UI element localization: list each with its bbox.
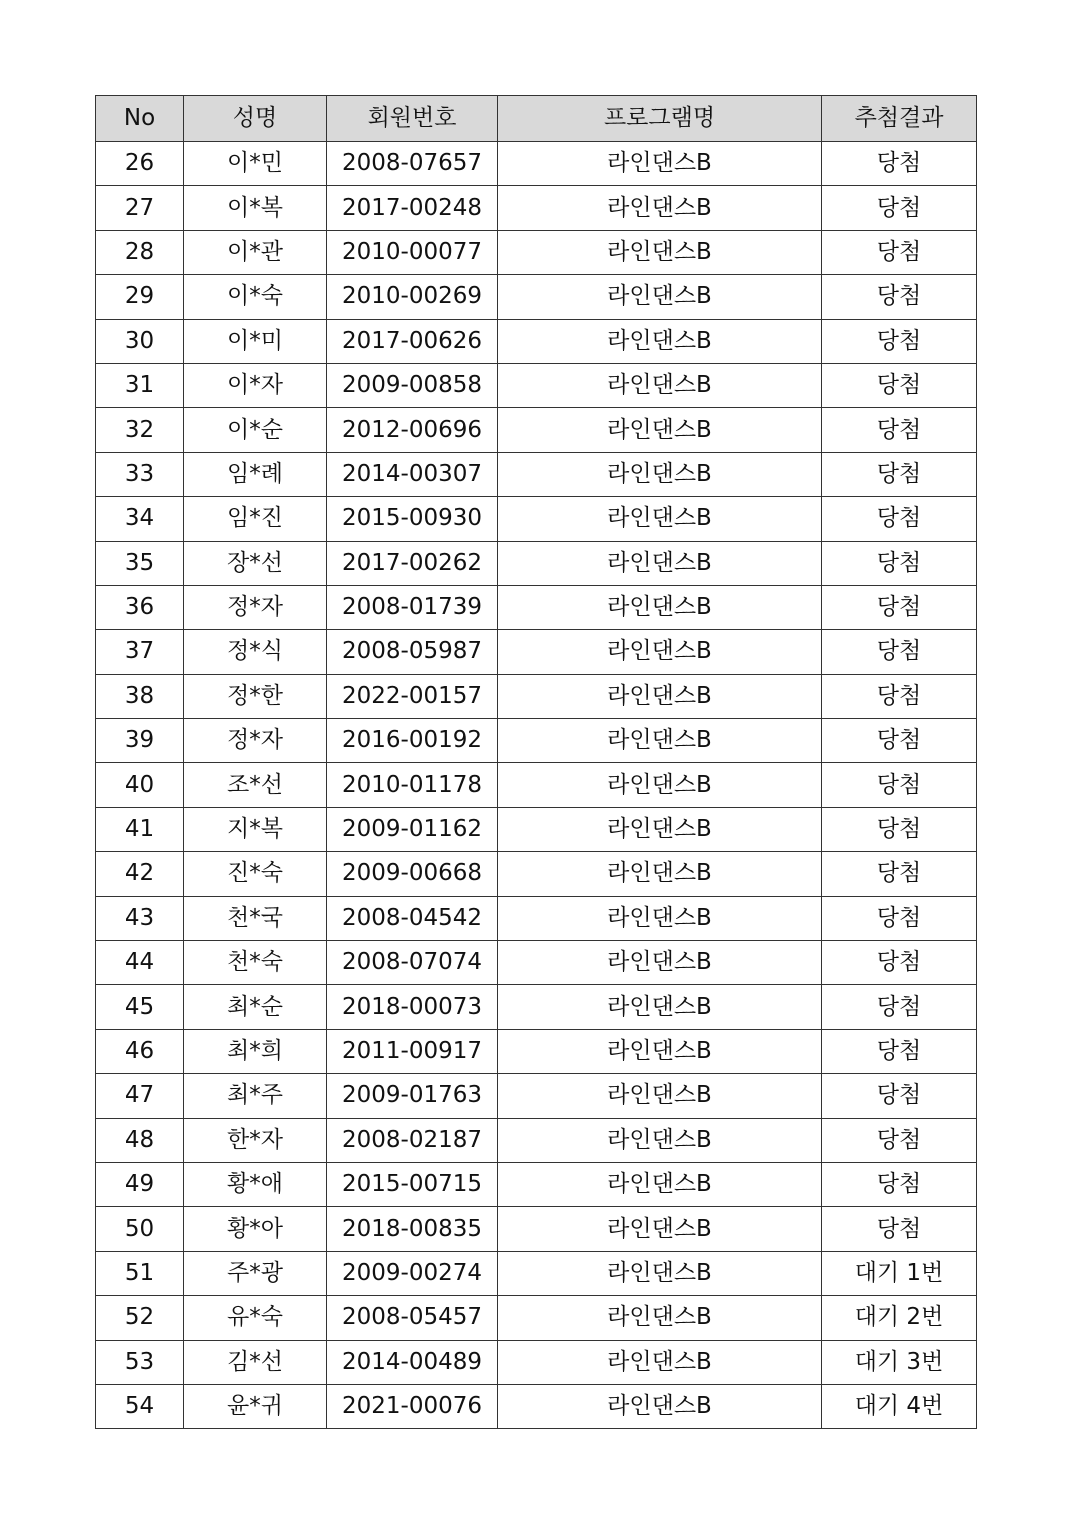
cell-result: 당첨: [822, 719, 977, 763]
cell-name: 정*식: [184, 630, 327, 674]
cell-no: 51: [96, 1251, 184, 1295]
cell-no: 33: [96, 452, 184, 496]
table-row: [96, 674, 977, 718]
table-row: [96, 1118, 977, 1162]
cell-result: 당첨: [822, 941, 977, 985]
cell-member-id: 2008-05457: [327, 1296, 498, 1340]
table-row: [96, 1207, 977, 1251]
table-row: [96, 763, 977, 807]
cell-name: 최*주: [184, 1074, 327, 1118]
cell-program: 라인댄스B: [498, 363, 822, 407]
cell-no: 42: [96, 852, 184, 896]
cell-result: 당첨: [822, 363, 977, 407]
cell-result: 대기 2번: [822, 1296, 977, 1340]
table-row: [96, 452, 977, 496]
cell-no: 54: [96, 1384, 184, 1428]
cell-program: 라인댄스B: [498, 541, 822, 585]
table-row: [96, 585, 977, 629]
cell-member-id: 2009-01162: [327, 807, 498, 851]
table-row: [96, 275, 977, 319]
cell-result: 당첨: [822, 230, 977, 274]
cell-name: 이*자: [184, 363, 327, 407]
header-result: 추첨결과: [822, 96, 977, 142]
cell-name: 장*선: [184, 541, 327, 585]
cell-program: 라인댄스B: [498, 1384, 822, 1428]
cell-no: 46: [96, 1029, 184, 1073]
cell-no: 27: [96, 186, 184, 230]
cell-member-id: 2009-01763: [327, 1074, 498, 1118]
cell-name: 이*관: [184, 230, 327, 274]
cell-name: 유*숙: [184, 1296, 327, 1340]
table-row: [96, 142, 977, 186]
cell-program: 라인댄스B: [498, 319, 822, 363]
cell-no: 49: [96, 1162, 184, 1206]
cell-no: 48: [96, 1118, 184, 1162]
cell-no: 43: [96, 896, 184, 940]
header-member-id: 회원번호: [327, 96, 498, 142]
cell-no: 52: [96, 1296, 184, 1340]
cell-name: 임*례: [184, 452, 327, 496]
cell-member-id: 2010-01178: [327, 763, 498, 807]
cell-no: 36: [96, 585, 184, 629]
cell-name: 최*순: [184, 985, 327, 1029]
cell-no: 37: [96, 630, 184, 674]
table-row: [96, 896, 977, 940]
cell-program: 라인댄스B: [498, 452, 822, 496]
cell-result: 당첨: [822, 630, 977, 674]
cell-program: 라인댄스B: [498, 585, 822, 629]
cell-name: 황*아: [184, 1207, 327, 1251]
cell-no: 53: [96, 1340, 184, 1384]
table-row: [96, 807, 977, 851]
cell-result: 당첨: [822, 541, 977, 585]
cell-name: 이*민: [184, 142, 327, 186]
cell-member-id: 2008-04542: [327, 896, 498, 940]
cell-name: 윤*귀: [184, 1384, 327, 1428]
cell-name: 정*자: [184, 585, 327, 629]
table-row: [96, 408, 977, 452]
cell-result: 당첨: [822, 1162, 977, 1206]
cell-result: 당첨: [822, 408, 977, 452]
table-row: [96, 941, 977, 985]
cell-result: 대기 3번: [822, 1340, 977, 1384]
cell-member-id: 2009-00668: [327, 852, 498, 896]
cell-result: 당첨: [822, 319, 977, 363]
cell-program: 라인댄스B: [498, 941, 822, 985]
cell-result: 당첨: [822, 1118, 977, 1162]
table-row: [96, 230, 977, 274]
cell-program: 라인댄스B: [498, 674, 822, 718]
cell-member-id: 2018-00835: [327, 1207, 498, 1251]
table-row: [96, 719, 977, 763]
cell-name: 천*국: [184, 896, 327, 940]
cell-program: 라인댄스B: [498, 1074, 822, 1118]
cell-name: 천*숙: [184, 941, 327, 985]
table-header: [96, 96, 977, 142]
cell-no: 35: [96, 541, 184, 585]
cell-name: 조*선: [184, 763, 327, 807]
cell-member-id: 2011-00917: [327, 1029, 498, 1073]
cell-program: 라인댄스B: [498, 408, 822, 452]
cell-name: 최*희: [184, 1029, 327, 1073]
cell-member-id: 2008-07074: [327, 941, 498, 985]
table-row: [96, 1296, 977, 1340]
cell-no: 47: [96, 1074, 184, 1118]
cell-program: 라인댄스B: [498, 985, 822, 1029]
cell-program: 라인댄스B: [498, 852, 822, 896]
header-program: 프로그램명: [498, 96, 822, 142]
table-row: [96, 1029, 977, 1073]
cell-program: 라인댄스B: [498, 630, 822, 674]
cell-program: 라인댄스B: [498, 1340, 822, 1384]
cell-program: 라인댄스B: [498, 142, 822, 186]
cell-program: 라인댄스B: [498, 497, 822, 541]
cell-name: 주*광: [184, 1251, 327, 1295]
cell-member-id: 2016-00192: [327, 719, 498, 763]
table-row: [96, 985, 977, 1029]
table-row: [96, 186, 977, 230]
cell-member-id: 2012-00696: [327, 408, 498, 452]
cell-no: 28: [96, 230, 184, 274]
cell-program: 라인댄스B: [498, 719, 822, 763]
cell-member-id: 2015-00930: [327, 497, 498, 541]
cell-program: 라인댄스B: [498, 763, 822, 807]
table-row: [96, 1384, 977, 1428]
cell-no: 26: [96, 142, 184, 186]
cell-result: 당첨: [822, 807, 977, 851]
cell-no: 40: [96, 763, 184, 807]
cell-member-id: 2008-07657: [327, 142, 498, 186]
cell-member-id: 2009-00274: [327, 1251, 498, 1295]
table-row: [96, 1251, 977, 1295]
cell-member-id: 2008-05987: [327, 630, 498, 674]
table-row: [96, 541, 977, 585]
cell-no: 34: [96, 497, 184, 541]
cell-name: 이*미: [184, 319, 327, 363]
table-row: [96, 852, 977, 896]
table-body: [96, 142, 977, 1429]
cell-member-id: 2010-00269: [327, 275, 498, 319]
cell-member-id: 2014-00489: [327, 1340, 498, 1384]
lottery-results-table: [95, 95, 977, 1429]
cell-result: 당첨: [822, 852, 977, 896]
cell-name: 이*복: [184, 186, 327, 230]
cell-program: 라인댄스B: [498, 1296, 822, 1340]
cell-name: 정*자: [184, 719, 327, 763]
cell-member-id: 2018-00073: [327, 985, 498, 1029]
cell-name: 임*진: [184, 497, 327, 541]
cell-member-id: 2017-00248: [327, 186, 498, 230]
cell-program: 라인댄스B: [498, 896, 822, 940]
cell-member-id: 2010-00077: [327, 230, 498, 274]
cell-program: 라인댄스B: [498, 1118, 822, 1162]
cell-name: 한*자: [184, 1118, 327, 1162]
header-name: 성명: [184, 96, 327, 142]
cell-name: 김*선: [184, 1340, 327, 1384]
cell-result: 당첨: [822, 674, 977, 718]
cell-program: 라인댄스B: [498, 1029, 822, 1073]
cell-no: 38: [96, 674, 184, 718]
cell-result: 당첨: [822, 1074, 977, 1118]
cell-no: 32: [96, 408, 184, 452]
cell-no: 39: [96, 719, 184, 763]
table-row: [96, 497, 977, 541]
cell-program: 라인댄스B: [498, 230, 822, 274]
cell-result: 당첨: [822, 142, 977, 186]
cell-result: 당첨: [822, 896, 977, 940]
cell-name: 이*순: [184, 408, 327, 452]
cell-no: 44: [96, 941, 184, 985]
cell-result: 당첨: [822, 1207, 977, 1251]
cell-result: 당첨: [822, 497, 977, 541]
cell-no: 31: [96, 363, 184, 407]
cell-member-id: 2021-00076: [327, 1384, 498, 1428]
cell-result: 대기 4번: [822, 1384, 977, 1428]
table-row: [96, 1162, 977, 1206]
table-row: [96, 319, 977, 363]
cell-name: 황*애: [184, 1162, 327, 1206]
cell-no: 50: [96, 1207, 184, 1251]
cell-member-id: 2008-01739: [327, 585, 498, 629]
cell-program: 라인댄스B: [498, 1162, 822, 1206]
table-row: [96, 363, 977, 407]
cell-program: 라인댄스B: [498, 275, 822, 319]
cell-result: 당첨: [822, 452, 977, 496]
cell-member-id: 2017-00626: [327, 319, 498, 363]
cell-name: 이*숙: [184, 275, 327, 319]
cell-no: 41: [96, 807, 184, 851]
cell-member-id: 2008-02187: [327, 1118, 498, 1162]
cell-program: 라인댄스B: [498, 1251, 822, 1295]
cell-program: 라인댄스B: [498, 1207, 822, 1251]
header-no: No: [96, 96, 184, 142]
header-row: [96, 96, 977, 142]
cell-member-id: 2014-00307: [327, 452, 498, 496]
cell-program: 라인댄스B: [498, 186, 822, 230]
cell-result: 당첨: [822, 985, 977, 1029]
cell-program: 라인댄스B: [498, 807, 822, 851]
cell-no: 45: [96, 985, 184, 1029]
table-row: [96, 1340, 977, 1384]
cell-result: 대기 1번: [822, 1251, 977, 1295]
cell-member-id: 2017-00262: [327, 541, 498, 585]
cell-result: 당첨: [822, 585, 977, 629]
cell-result: 당첨: [822, 186, 977, 230]
cell-member-id: 2009-00858: [327, 363, 498, 407]
cell-member-id: 2022-00157: [327, 674, 498, 718]
cell-name: 진*숙: [184, 852, 327, 896]
cell-no: 30: [96, 319, 184, 363]
cell-result: 당첨: [822, 1029, 977, 1073]
cell-member-id: 2015-00715: [327, 1162, 498, 1206]
cell-no: 29: [96, 275, 184, 319]
cell-name: 정*한: [184, 674, 327, 718]
table-row: [96, 630, 977, 674]
table-row: [96, 1074, 977, 1118]
cell-name: 지*복: [184, 807, 327, 851]
cell-result: 당첨: [822, 763, 977, 807]
cell-result: 당첨: [822, 275, 977, 319]
